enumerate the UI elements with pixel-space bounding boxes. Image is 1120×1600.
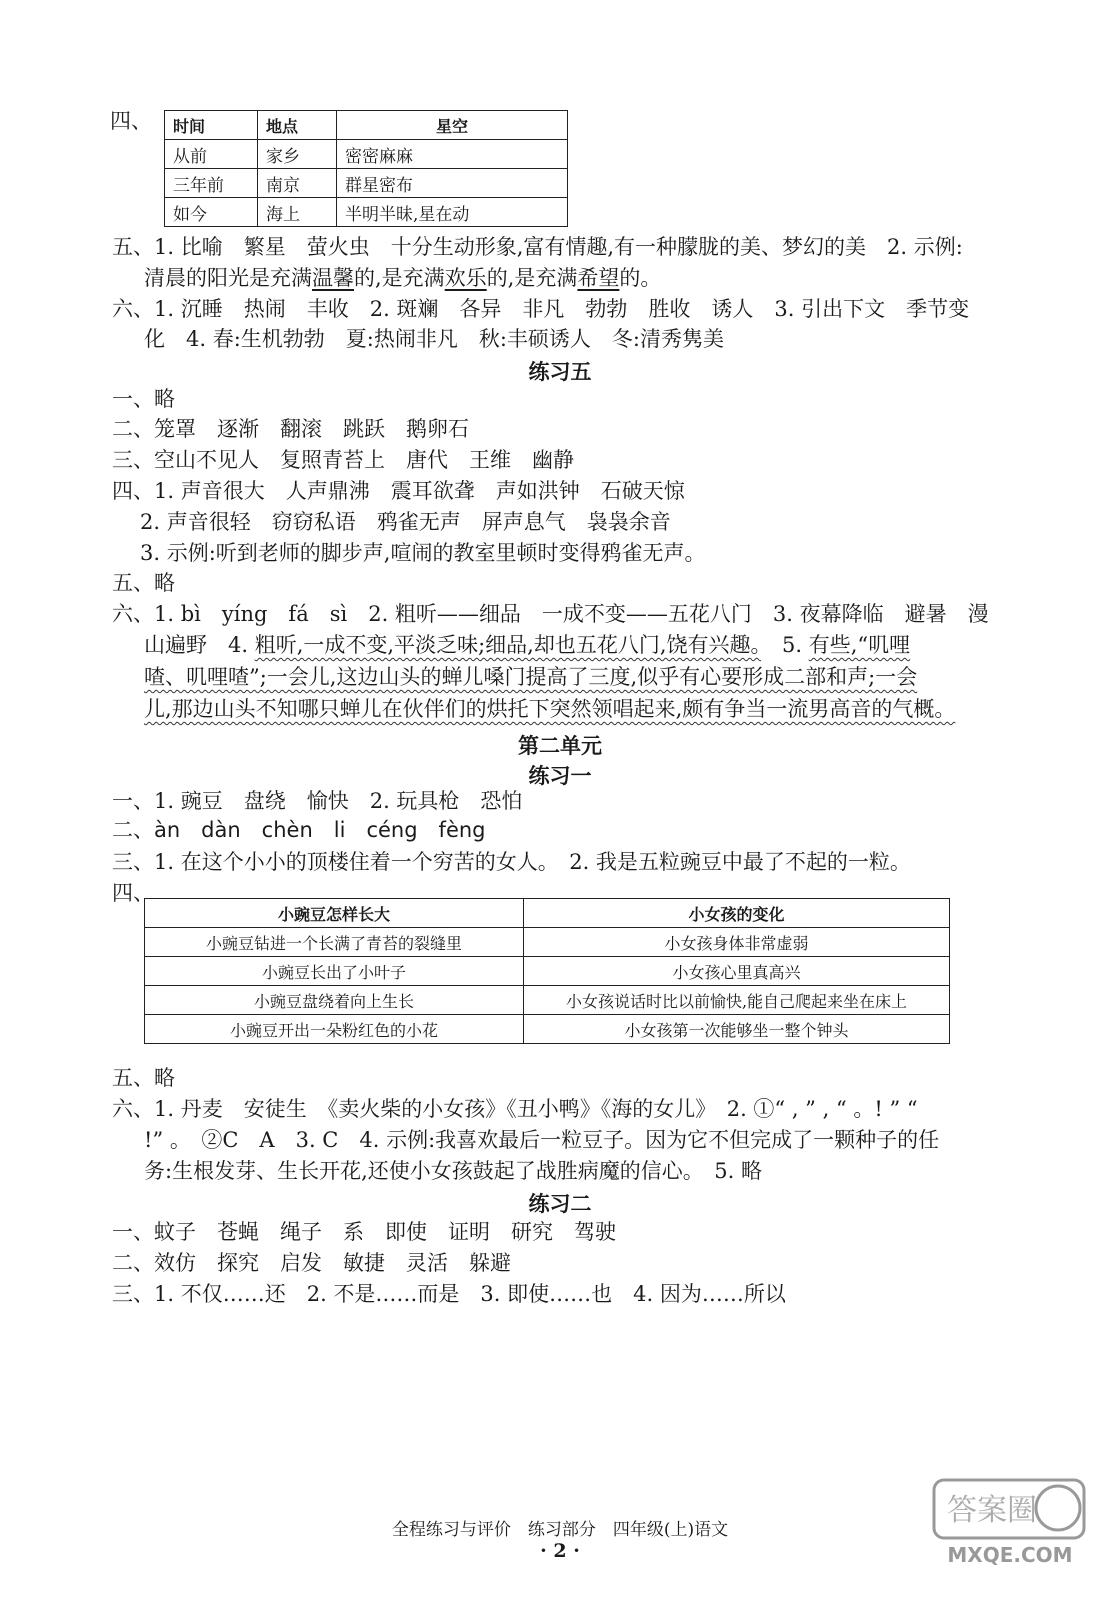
table-cell: 群星密布: [337, 169, 568, 198]
answer-line: 清晨的阳光是充满温馨的,是充满欢乐的,是充满希望的。: [144, 266, 662, 290]
answer-line: 二、效仿 探究 启发 敏捷 灵活 躲避: [112, 1251, 511, 1275]
answer-line: 喳、叽哩喳”;一会儿,这边山头的蝉儿嗓门提高了三度,似乎有心要形成二部和声;一会: [144, 665, 918, 689]
answer-line: 二、笼罩 逐渐 翻滚 跳跃 鹅卵石: [112, 417, 469, 441]
section-4-label: 四、: [112, 881, 154, 905]
answer-line: 三、空山不见人 复照青苔上 唐代 王维 幽静: [112, 448, 574, 472]
answer-line: 山遍野 4. 粗听,一成不变,平淡乏味;细品,却也五花八门,饶有兴趣。 5. 有些,“叽哩: [144, 633, 911, 657]
table-row: [165, 169, 568, 198]
table-row: [145, 1015, 950, 1044]
wavy-underlined-text: 有些,“叽哩: [808, 633, 911, 657]
answer-line: 四、1. 声音很大 人声鼎沸 震耳欲聋 声如洪钟 石破天惊: [112, 479, 685, 503]
answer-line: 五、略: [112, 1066, 175, 1090]
answer-line: 化 4. 春:生机勃勃 夏:热闹非凡 秋:丰硕诱人 冬:清秀隽美: [144, 327, 725, 351]
table-cell: 海上: [258, 198, 337, 227]
watermark-logo: [930, 1470, 1090, 1570]
answer-line: 五、1. 比喻 繁星 萤火虫 十分生动形象,富有情趣,有一种朦胧的美、梦幻的美 2. 示例:: [112, 235, 963, 259]
table-cell: 三年前: [165, 169, 258, 198]
answer-line: 六、1. 沉睡 热闹 丰收 2. 斑斓 各异 非凡 勃勃 胜收 诱人 3. 引出下文 季节变: [112, 297, 970, 321]
answer-line: 3. 示例:听到老师的脚步声,喧闹的教室里顿时变得鸦雀无声。: [140, 541, 706, 565]
answer-line: 三、1. 在这个小小的顶楼住着一个穷苦的女人。 2. 我是五粒豌豆中最了不起的一粒。: [112, 850, 911, 874]
answer-line: 一、略: [112, 387, 175, 411]
underlined-word: 温馨: [312, 266, 354, 290]
table-cell: 小女孩第一次能够坐一整个钟头: [524, 1015, 950, 1044]
section-4-label: 四、: [110, 109, 152, 133]
table-header: 小豌豆怎样长大: [145, 899, 524, 928]
underlined-word: 希望: [577, 266, 620, 290]
table-cell: 南京: [258, 169, 337, 198]
table-cell: 家乡: [258, 140, 337, 169]
answer-line: 2. 声音很轻 窃窃私语 鸦雀无声 屏声息气 袅袅余音: [140, 510, 671, 534]
answer-line: 三、1. 不仅……还 2. 不是……而是 3. 即使……也 4. 因为……所以: [112, 1282, 786, 1306]
table-row: [145, 986, 950, 1015]
table-row: [145, 928, 950, 957]
exercise-title: 练习二: [528, 1192, 592, 1216]
answer-line: 儿,那边山头不知哪只蝉儿在伙伴们的烘托下突然领唱起来,颇有争当一流男高音的气概。: [144, 697, 956, 721]
table-row: [165, 140, 568, 169]
answer-line: 务:生根发芽、生长开花,还使小女孩鼓起了战胜病魔的信心。 5. 略: [144, 1159, 762, 1183]
page-number: · 2 ·: [540, 1540, 580, 1562]
table-row: [145, 957, 950, 986]
table-cell: 小女孩心里真高兴: [524, 957, 950, 986]
exercise-title: 练习五: [528, 360, 592, 384]
table-cell: 半明半昧,星在动: [337, 198, 568, 227]
page-footer: 全程练习与评价 练习部分 四年级(上)语文: [391, 1520, 729, 1540]
table-cell: 密密麻麻: [337, 140, 568, 169]
table-cell: 小豌豆盘绕着向上生长: [145, 986, 524, 1015]
answer-line: 一、蚊子 苍蝇 绳子 系 即使 证明 研究 驾驶: [112, 1220, 616, 1244]
table-header: 星空: [337, 111, 568, 140]
answer-line: 二、àn dàn chèn li céng fèng: [112, 818, 486, 842]
svg-text:答案圈: 答案圈: [947, 1493, 1037, 1528]
answer-line: !” 。 ②C A 3. C 4. 示例:我喜欢最后一粒豆子。因为它不但完成了一颗种子的任: [144, 1128, 940, 1152]
answer-line: 一、1. 豌豆 盘绕 愉快 2. 玩具枪 恐怕: [112, 789, 523, 813]
answer-circle-icon: [930, 1470, 1090, 1570]
table-cell: 小女孩说话时比以前愉快,能自己爬起来坐在床上: [524, 986, 950, 1015]
table-header: 小女孩的变化: [524, 899, 950, 928]
table-row: [165, 198, 568, 227]
answer-line: 五、略: [112, 571, 175, 595]
svg-text:MXQE.COM: MXQE.COM: [947, 1543, 1073, 1567]
wavy-underlined-text: 粗听,一成不变,平淡乏味;细品,却也五花八门,饶有兴趣。: [254, 633, 761, 657]
table-cell: 小女孩身体非常虚弱: [524, 928, 950, 957]
answer-line: 六、1. 丹麦 安徒生 《卖火柴的小女孩》《丑小鸭》《海的女儿》 2. ①“ , ” , “ 。! ” “: [112, 1097, 918, 1121]
answer-line: 六、1. bì yíng fá sì 2. 粗听——细品 一成不变——五花八门 3. 夜幕降临 避暑 漫: [112, 602, 989, 626]
table-cell: 小豌豆开出一朵粉红色的小花: [145, 1015, 524, 1044]
table-header: 地点: [258, 111, 337, 140]
unit-title: 第二单元: [518, 734, 602, 758]
table-cell: 从前: [165, 140, 258, 169]
table-cell: 如今: [165, 198, 258, 227]
table-header: 时间: [165, 111, 258, 140]
underlined-word: 欢乐: [444, 266, 487, 290]
table-cell: 小豌豆长出了小叶子: [145, 957, 524, 986]
stars-table: [164, 110, 568, 227]
exercise-title: 练习一: [528, 764, 592, 788]
pea-girl-table: [144, 898, 950, 1044]
table-cell: 小豌豆钻进一个长满了青苔的裂缝里: [145, 928, 524, 957]
